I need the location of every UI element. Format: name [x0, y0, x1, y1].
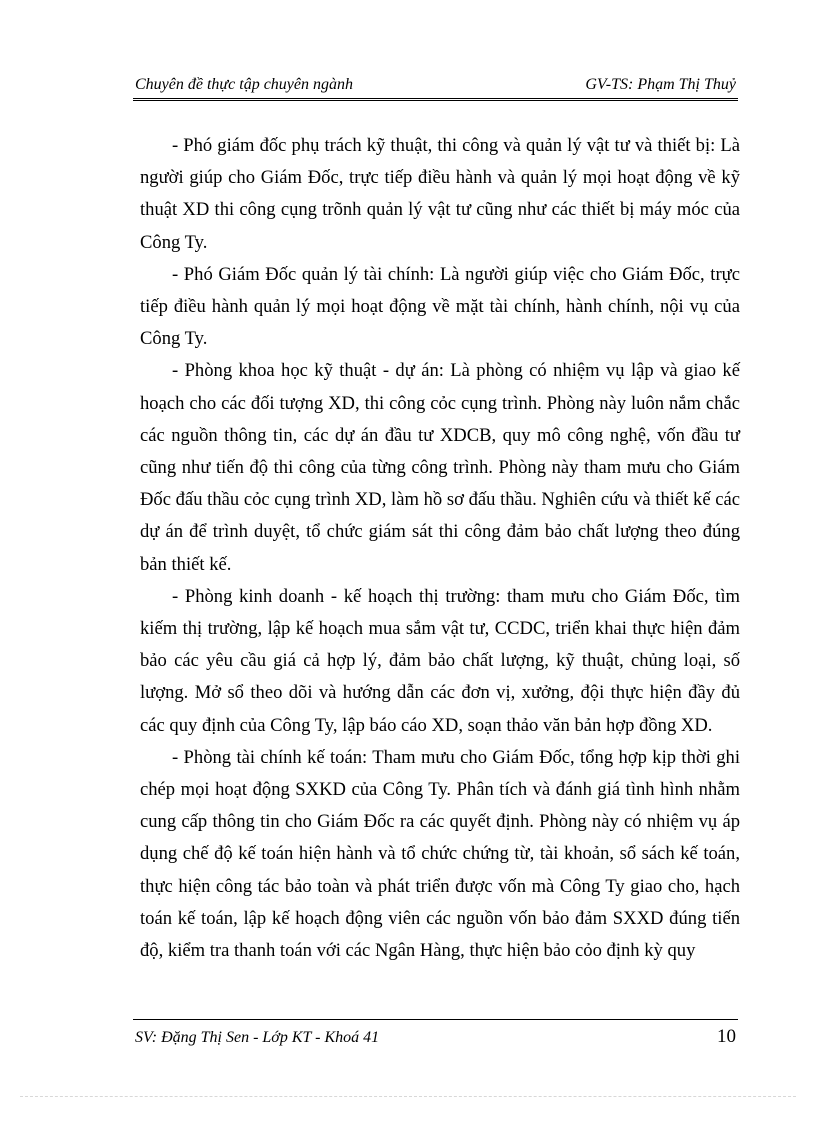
- paragraph-phong-khoa-hoc-ky-thuat: - Phòng khoa học kỹ thuật - dự án: Là phòng có nhiệm vụ lập và giao kế hoạch cho các đối tượng XD, thi công cỏc cụng trình. Phòng này luôn nắm chắc các nguồn thông tin, các dự án đầu tư XDCB, quy mô công nghệ, vốn đầu tư cũng như tiến độ thi công của từng công trình. Phòng này tham mưu cho Giám Đốc đấu thầu cỏc cụng trình XD, làm hồ sơ đấu thầu. Nghiên cứu và thiết kế các dự án để trình duyệt, tổ chức giám sát thi công đảm bảo chất lượng theo đúng bản thiết kế.: [140, 360, 740, 575]
- document-body: [140, 130, 740, 967]
- paragraph-pho-giam-doc-ky-thuat: - Phó giám đốc phụ trách kỹ thuật, thi công và quản lý vật tư và thiết bị: Là người giúp cho Giám Đốc, trực tiếp điều hành và quản lý mọi hoạt động về kỹ thuật XD thi công cụng trõnh quản lý vật tư cũng như các thiết bị máy móc của Công Ty.: [140, 135, 740, 253]
- paragraph-phong-tai-chinh-ke-toan: - Phòng tài chính kế toán: Tham mưu cho Giám Đốc, tổng hợp kịp thời ghi chép mọi hoạt động SXKD của Công Ty. Phân tích và đánh giá tình hình nhằm cung cấp thông tin cho Giám Đốc ra các quyết định. Phòng này có nhiệm vụ áp dụng chế độ kế toán hiện hành và tổ chức chứng từ, tài khoản, sổ sách kế toán, thực hiện công tác bảo toàn và phát triển được vốn mà Công Ty giao cho, hạch toán kế toán, lập kế hoạch động viên các nguồn vốn bảo đảm SXXD đúng tiến độ, kiểm tra thanh toán với các Ngân Hàng, thực hiện bảo cỏo định kỳ quy: [140, 746, 740, 962]
- page-break-line: [20, 1096, 796, 1097]
- page-footer: [133, 1026, 738, 1050]
- footer-divider: [133, 1019, 738, 1020]
- header-instructor: GV-TS: Phạm Thị Thuỷ: [585, 76, 736, 93]
- footer-student-info: SV: Đặng Thị Sen - Lớp KT - Khoá 41: [135, 1029, 380, 1046]
- header-title: Chuyên đề thực tập chuyên ngành: [135, 76, 353, 93]
- page-header: [133, 74, 738, 96]
- page-number: 10: [717, 1026, 736, 1047]
- paragraph-pho-giam-doc-tai-chinh: - Phó Giám Đốc quản lý tài chính: Là người giúp việc cho Giám Đốc, trực tiếp điều hành quản lý mọi hoạt động về mặt tài chính, hành chính, nội vụ của Công Ty.: [140, 263, 740, 350]
- header-divider: [133, 98, 738, 101]
- paragraph-phong-kinh-doanh: - Phòng kinh doanh - kế hoạch thị trường: tham mưu cho Giám Đốc, tìm kiếm thị trường, lập kế hoạch mua sắm vật tư, CCDC, triển khai thực hiện đảm bảo các yêu cầu giá cả hợp lý, đảm bảo chất lượng, kỹ thuật, chủng loại, số lượng. Mở sổ theo dõi và hướng dẫn các đơn vị, xưởng, đội thực hiện đầy đủ các quy định của Công Ty, lập báo cáo XD, soạn thảo văn bản hợp đồng XD.: [140, 585, 740, 736]
